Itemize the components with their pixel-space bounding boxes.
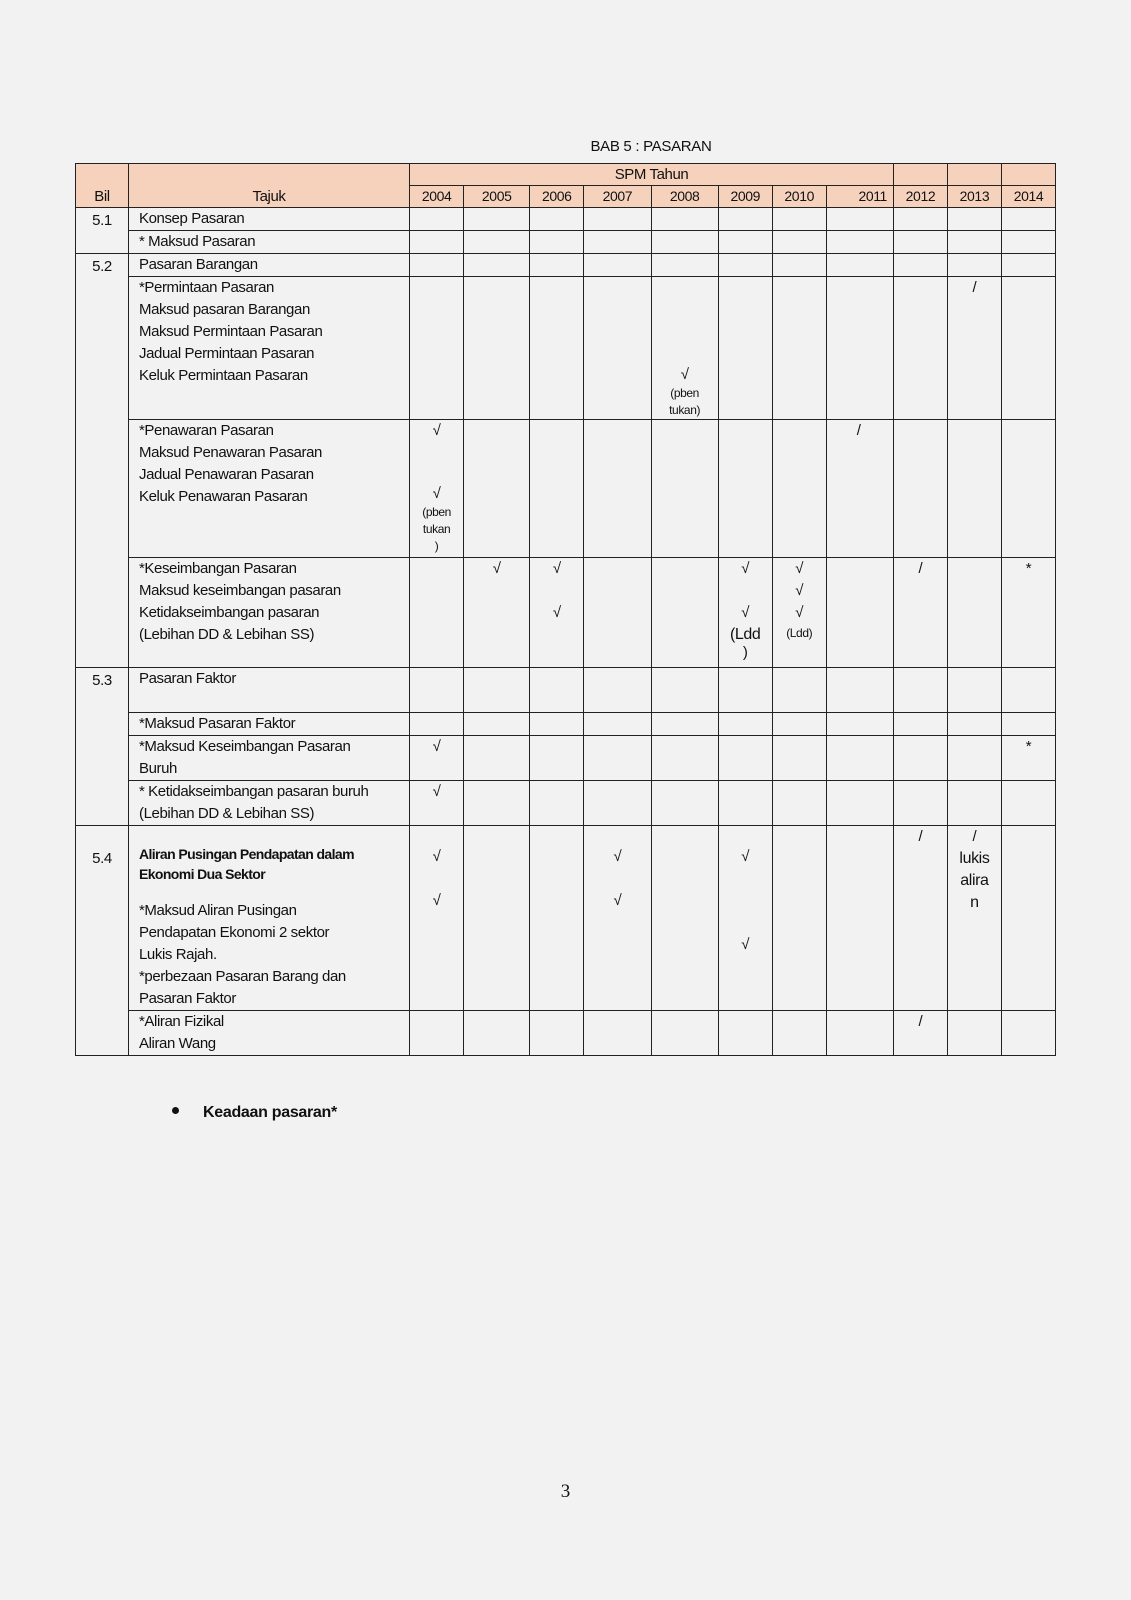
year-header: 2008: [651, 186, 718, 208]
mark-cell-2012: [893, 558, 947, 668]
slash-mark: /: [918, 560, 923, 577]
check-mark: √: [432, 422, 441, 439]
mark-cell-2009: [718, 826, 772, 1011]
check-mark: √: [613, 848, 622, 865]
topic-cell: * Ketidakseimbangan pasaran buruh (Lebihan DD & Lebihan SS): [128, 781, 409, 826]
check-mark: √: [432, 848, 441, 865]
mark-cell-2014: [1001, 558, 1055, 668]
mark-cell-2005: [464, 558, 530, 668]
star-mark: *: [1025, 738, 1032, 755]
document-title: BAB 5 : PASARAN: [590, 138, 712, 155]
check-mark: √: [680, 366, 689, 383]
mark-cell-2004: [410, 826, 464, 1011]
mark-cell-2013: [947, 277, 1001, 420]
mark-cell-2012: [893, 826, 947, 1011]
year-header: 2005: [464, 186, 530, 208]
bullet-text: Keadaan pasaran*: [203, 1104, 337, 1121]
spm-topic-table: [75, 163, 1056, 1056]
bil-cell: 5.3: [76, 668, 129, 826]
year-header: 2013: [947, 186, 1001, 208]
mark-cell-2008: √ (pben tukan): [651, 277, 718, 420]
topic-cell: Aliran Pusingan Pendapatan dalam Ekonomi Dua Sektor *Maksud Aliran Pusingan Pendapatan Ekonomi 2 sektor Lukis Rajah. *perbezaan Pasaran Barang dan Pasaran Faktor: [128, 826, 409, 1011]
check-mark: √: [432, 783, 441, 800]
bullet-dot: [172, 1107, 179, 1114]
header-spm-tahun: SPM Tahun: [410, 164, 894, 186]
topic-cell: *Penawaran Pasaran Maksud Penawaran Pasaran Jadual Penawaran Pasaran Keluk Penawaran Pasaran: [128, 420, 409, 558]
year-header: 2007: [584, 186, 651, 208]
check-mark: √: [432, 892, 441, 909]
slash-mark: /: [918, 828, 923, 845]
check-mark: √: [432, 485, 441, 502]
bullet-item: [172, 1104, 337, 1122]
page-number: 3: [560, 1481, 571, 1502]
check-mark: √: [795, 604, 804, 621]
check-mark: √: [741, 560, 750, 577]
topic-cell: *Maksud Pasaran Faktor: [128, 713, 409, 736]
section-heading: Pasaran Barangan: [128, 254, 409, 277]
check-mark: √: [613, 892, 622, 909]
header-bil: Bil: [76, 164, 129, 208]
bil-cell: 5.4: [76, 826, 129, 1056]
year-header: 2011: [826, 186, 893, 208]
check-mark: √: [741, 848, 750, 865]
year-header: 2009: [718, 186, 772, 208]
check-mark: √: [795, 582, 804, 599]
year-header: 2004: [410, 186, 464, 208]
section-heading: Konsep Pasaran: [128, 208, 409, 231]
check-mark: √: [432, 738, 441, 755]
mark-cell-2011: [826, 420, 893, 558]
check-mark: √: [741, 936, 750, 953]
slash-mark: /: [918, 1013, 923, 1030]
mark-cell-2012: [893, 1011, 947, 1056]
mark-cell-2009: √ √ (Ldd ): [718, 558, 772, 668]
year-header: 2006: [530, 186, 584, 208]
topic-cell: *Permintaan Pasaran Maksud pasaran Barangan Maksud Permintaan Pasaran Jadual Permintaan Pasaran Keluk Permintaan Pasaran: [128, 277, 409, 420]
mark-cell-2014: [1001, 736, 1055, 781]
slash-mark: /: [972, 279, 977, 296]
check-mark: √: [492, 560, 501, 577]
slash-mark: /: [972, 828, 977, 845]
header-tajuk: Tajuk: [128, 164, 409, 208]
bil-cell: 5.1: [76, 208, 129, 254]
year-header: 2014: [1001, 186, 1055, 208]
topic-cell: *Maksud Keseimbangan Pasaran Buruh: [128, 736, 409, 781]
check-mark: √: [552, 560, 561, 577]
mark-cell-2004: [410, 781, 464, 826]
check-mark: √: [741, 604, 750, 621]
year-header: 2012: [893, 186, 947, 208]
mark-cell-2004: [410, 736, 464, 781]
mark-cell-2006: [530, 558, 584, 668]
bil-cell: 5.2: [76, 254, 129, 668]
topic-cell: *Aliran Fizikal Aliran Wang: [128, 1011, 409, 1056]
slash-mark: /: [856, 422, 861, 439]
mark-cell-2010: √ √ √ (Ldd): [772, 558, 826, 668]
topic-cell: *Keseimbangan Pasaran Maksud keseimbangan pasaran Ketidakseimbangan pasaran (Lebihan DD & Lebihan SS): [128, 558, 409, 668]
section-heading: Pasaran Faktor: [128, 668, 409, 713]
star-mark: *: [1025, 560, 1032, 577]
topic-cell: * Maksud Pasaran: [128, 231, 409, 254]
mark-cell-2007: [584, 826, 651, 1011]
check-mark: √: [795, 560, 804, 577]
year-header: 2010: [772, 186, 826, 208]
mark-cell-2013: / lukis alira n: [947, 826, 1001, 1011]
check-mark: √: [552, 604, 561, 621]
mark-cell-2004: √ √ (pben tukan ): [410, 420, 464, 558]
